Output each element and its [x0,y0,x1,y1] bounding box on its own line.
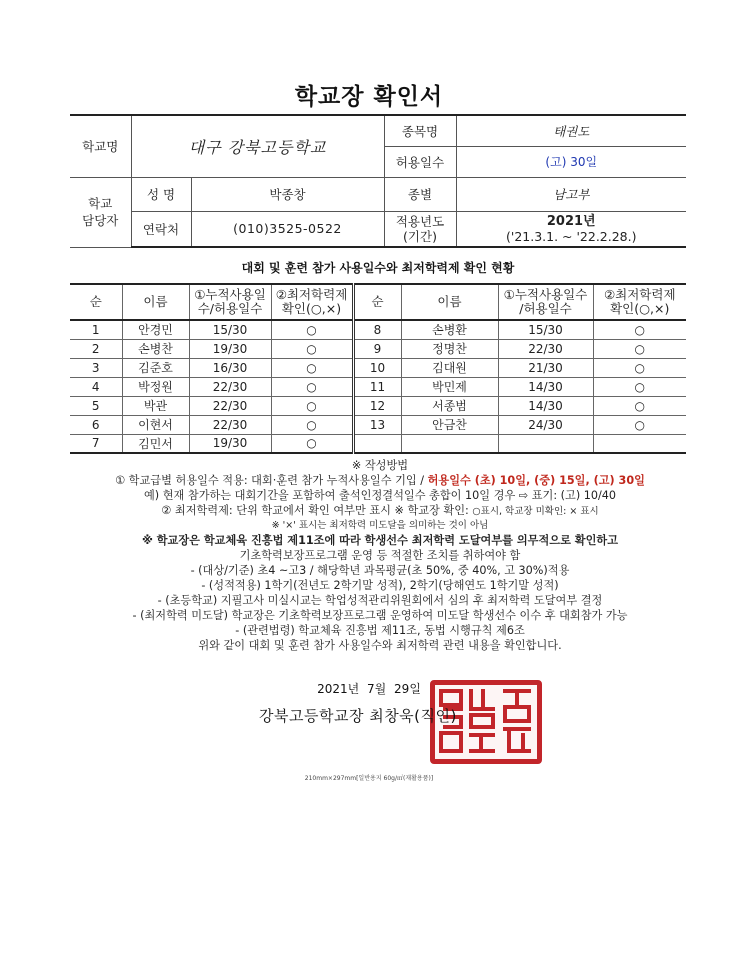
student-name: 박민제 [401,377,498,396]
student-no: 4 [70,377,122,396]
student-check: ○ [271,358,353,377]
student-no: 13 [353,415,401,434]
staff-label [70,177,131,247]
section-title: 대회 및 훈련 참가 사용일수와 최저학력제 확인 현황 [241,261,515,275]
instruction-line-4: ※ '×' 표시는 최저학력 미도달을 의미하는 것이 아님 [271,520,489,531]
student-check: ○ [593,339,686,358]
student-no: 10 [353,358,401,377]
name-value: 박종창 [191,177,384,211]
year-value-cell [456,211,686,247]
student-check: ○ [593,320,686,339]
allowed-days-value: (고) 30일 [456,146,686,177]
instruction-line-10: - (최저학력 미도달) 학교장은 기초학력보장프로그램 운영하여 미도달 학생선수 이수 후 대회참가 가능 [132,609,628,622]
student-name: 안경민 [122,320,189,339]
student-days: 22/30 [189,377,271,396]
school-label: 학교명 [70,115,131,177]
year-value: 2021년 [546,214,596,230]
contact-label: 연락처 [131,211,191,247]
student-days: 14/30 [498,396,593,415]
student-row [70,358,686,377]
student-name: 박정원 [122,377,189,396]
year-label-line1: 적용년도 [395,213,445,229]
instruction-line-7: - (대상/기준) 초4 ~고3 / 해당학년 과목평균(초 50%, 중 40%, 고 30%)적용 [190,564,570,577]
year-label-line2: (기간) [403,228,437,244]
sport-label: 종목명 [384,115,456,146]
instruction-3-text: ② 최저학력제: 단위 학교에서 확인 여부만 표시 ※ 학교장 확인: [161,504,473,517]
student-name: 김민서 [122,434,189,453]
instruction-line-3 [60,503,700,518]
contact-value: (010)3525-0522 [191,211,384,247]
student-days: 19/30 [189,339,271,358]
student-no: 9 [353,339,401,358]
staff-label-line1: 학교 [88,196,113,211]
header-no: 순 [70,284,122,320]
student-check: ○ [271,396,353,415]
student-days [498,434,593,453]
student-check: ○ [593,396,686,415]
student-check: ○ [271,415,353,434]
student-no: 1 [70,320,122,339]
instruction-line-5: ※ 학교장은 학교체육 진흥법 제11조에 따라 학생선수 최저학력 도달여부를 의무적으로 확인하고 [141,534,619,547]
student-no [353,434,401,453]
student-row [70,415,686,434]
year-label [384,211,456,247]
student-days: 24/30 [498,415,593,434]
student-name: 이현서 [122,415,189,434]
sport-value: 태권도 [456,115,686,146]
student-row [70,339,686,358]
instructions-heading: ※ 작성방법 [351,459,409,472]
student-row [70,434,686,453]
student-name: 김대원 [401,358,498,377]
instruction-1-text: ① 학교급별 허용일수 적용: 대회·훈련 참가 누적사용일수 기입 / [115,474,428,487]
student-days: 15/30 [498,320,593,339]
header-days: ①누적사용일 수/허용일수 [189,284,271,320]
student-row [70,320,686,339]
student-row [70,396,686,415]
student-check: ○ [593,415,686,434]
student-check: ○ [271,434,353,453]
student-days: 22/30 [189,415,271,434]
student-no: 6 [70,415,122,434]
instruction-1-highlight: 허용일수 (초) 10일, (중) 15일, (고) 30일 [427,474,645,487]
student-days: 19/30 [189,434,271,453]
confirmation-statement: 위와 같이 대회 및 훈련 참가 사용일수와 최저학력 관련 내용을 확인합니다. [198,639,562,652]
student-check: ○ [271,339,353,358]
period-value: ('21.3.1. ~ '22.2.28.) [506,229,637,245]
student-name: 김준호 [122,358,189,377]
student-name: 박관 [122,396,189,415]
instruction-line-9: - (초등학교) 지필고사 미실시교는 학업성적관리위원회에서 심의 후 최저학력 도달여부 결정 [157,594,603,607]
instructions [60,458,700,653]
instruction-line-8: - (성적적용) 1학기(전년도 2학기말 성적), 2학기(당해연도 1학기말 성적) [201,579,559,592]
student-days: 22/30 [189,396,271,415]
school-name: 대구 강북고등학교 [131,115,384,177]
school-info-table [70,114,686,248]
student-no: 5 [70,396,122,415]
document-title: 학교장 확인서 [294,84,444,110]
student-days: 22/30 [498,339,593,358]
student-check: ○ [271,320,353,339]
student-check: ○ [593,358,686,377]
principal-signature: 강북고등학교장 최창욱(직인) [259,707,457,725]
students-table [70,283,686,454]
student-no: 7 [70,434,122,453]
instruction-line-11: - (관련법령) 학교체육 진흥법 제11조, 동법 시행규칙 제6조 [235,624,525,637]
student-check: ○ [271,377,353,396]
student-days: 16/30 [189,358,271,377]
student-days: 14/30 [498,377,593,396]
student-no: 3 [70,358,122,377]
gender-label: 종별 [384,177,456,211]
student-no: 12 [353,396,401,415]
student-name: 손병찬 [122,339,189,358]
student-name: 서종범 [401,396,498,415]
instruction-3-small: ○표시, 학교장 미확인: × 표시 [472,506,599,517]
paper-spec-footer: 210mm×297mm[일반용지 60g/㎡(재활용품)] [304,775,434,782]
instruction-line-6: 기초학력보장프로그램 운영 등 적절한 조치를 취하여야 함 [239,549,521,562]
instruction-line-2: 예) 현재 참가하는 대회기간을 포함하여 출석인정결석일수 총합이 10일 경우 ⇨ 표기: (고) 10/40 [143,489,617,502]
allowed-days-label: 허용일수 [384,146,456,177]
student-no: 2 [70,339,122,358]
header-no-2: 순 [353,284,401,320]
student-name: 안금찬 [401,415,498,434]
header-name-2: 이름 [401,284,498,320]
gender-value: 남고부 [456,177,686,211]
student-no: 11 [353,377,401,396]
header-check: ②최저학력제 확인(○,×) [271,284,353,320]
instruction-line-1 [60,473,700,488]
name-label: 성 명 [131,177,191,211]
student-name: 손병환 [401,320,498,339]
student-name [401,434,498,453]
student-no: 8 [353,320,401,339]
staff-label-line2: 담당자 [82,213,119,228]
header-name: 이름 [122,284,189,320]
student-days: 15/30 [189,320,271,339]
student-check: ○ [593,377,686,396]
student-check [593,434,686,453]
header-check-2: ②최저학력제 확인(○,×) [593,284,686,320]
student-name: 정명찬 [401,339,498,358]
student-days: 21/30 [498,358,593,377]
student-row [70,377,686,396]
header-days-2: ①누적사용일수 /허용일수 [498,284,593,320]
document-date: 2021년 7월 29일 [317,682,421,696]
